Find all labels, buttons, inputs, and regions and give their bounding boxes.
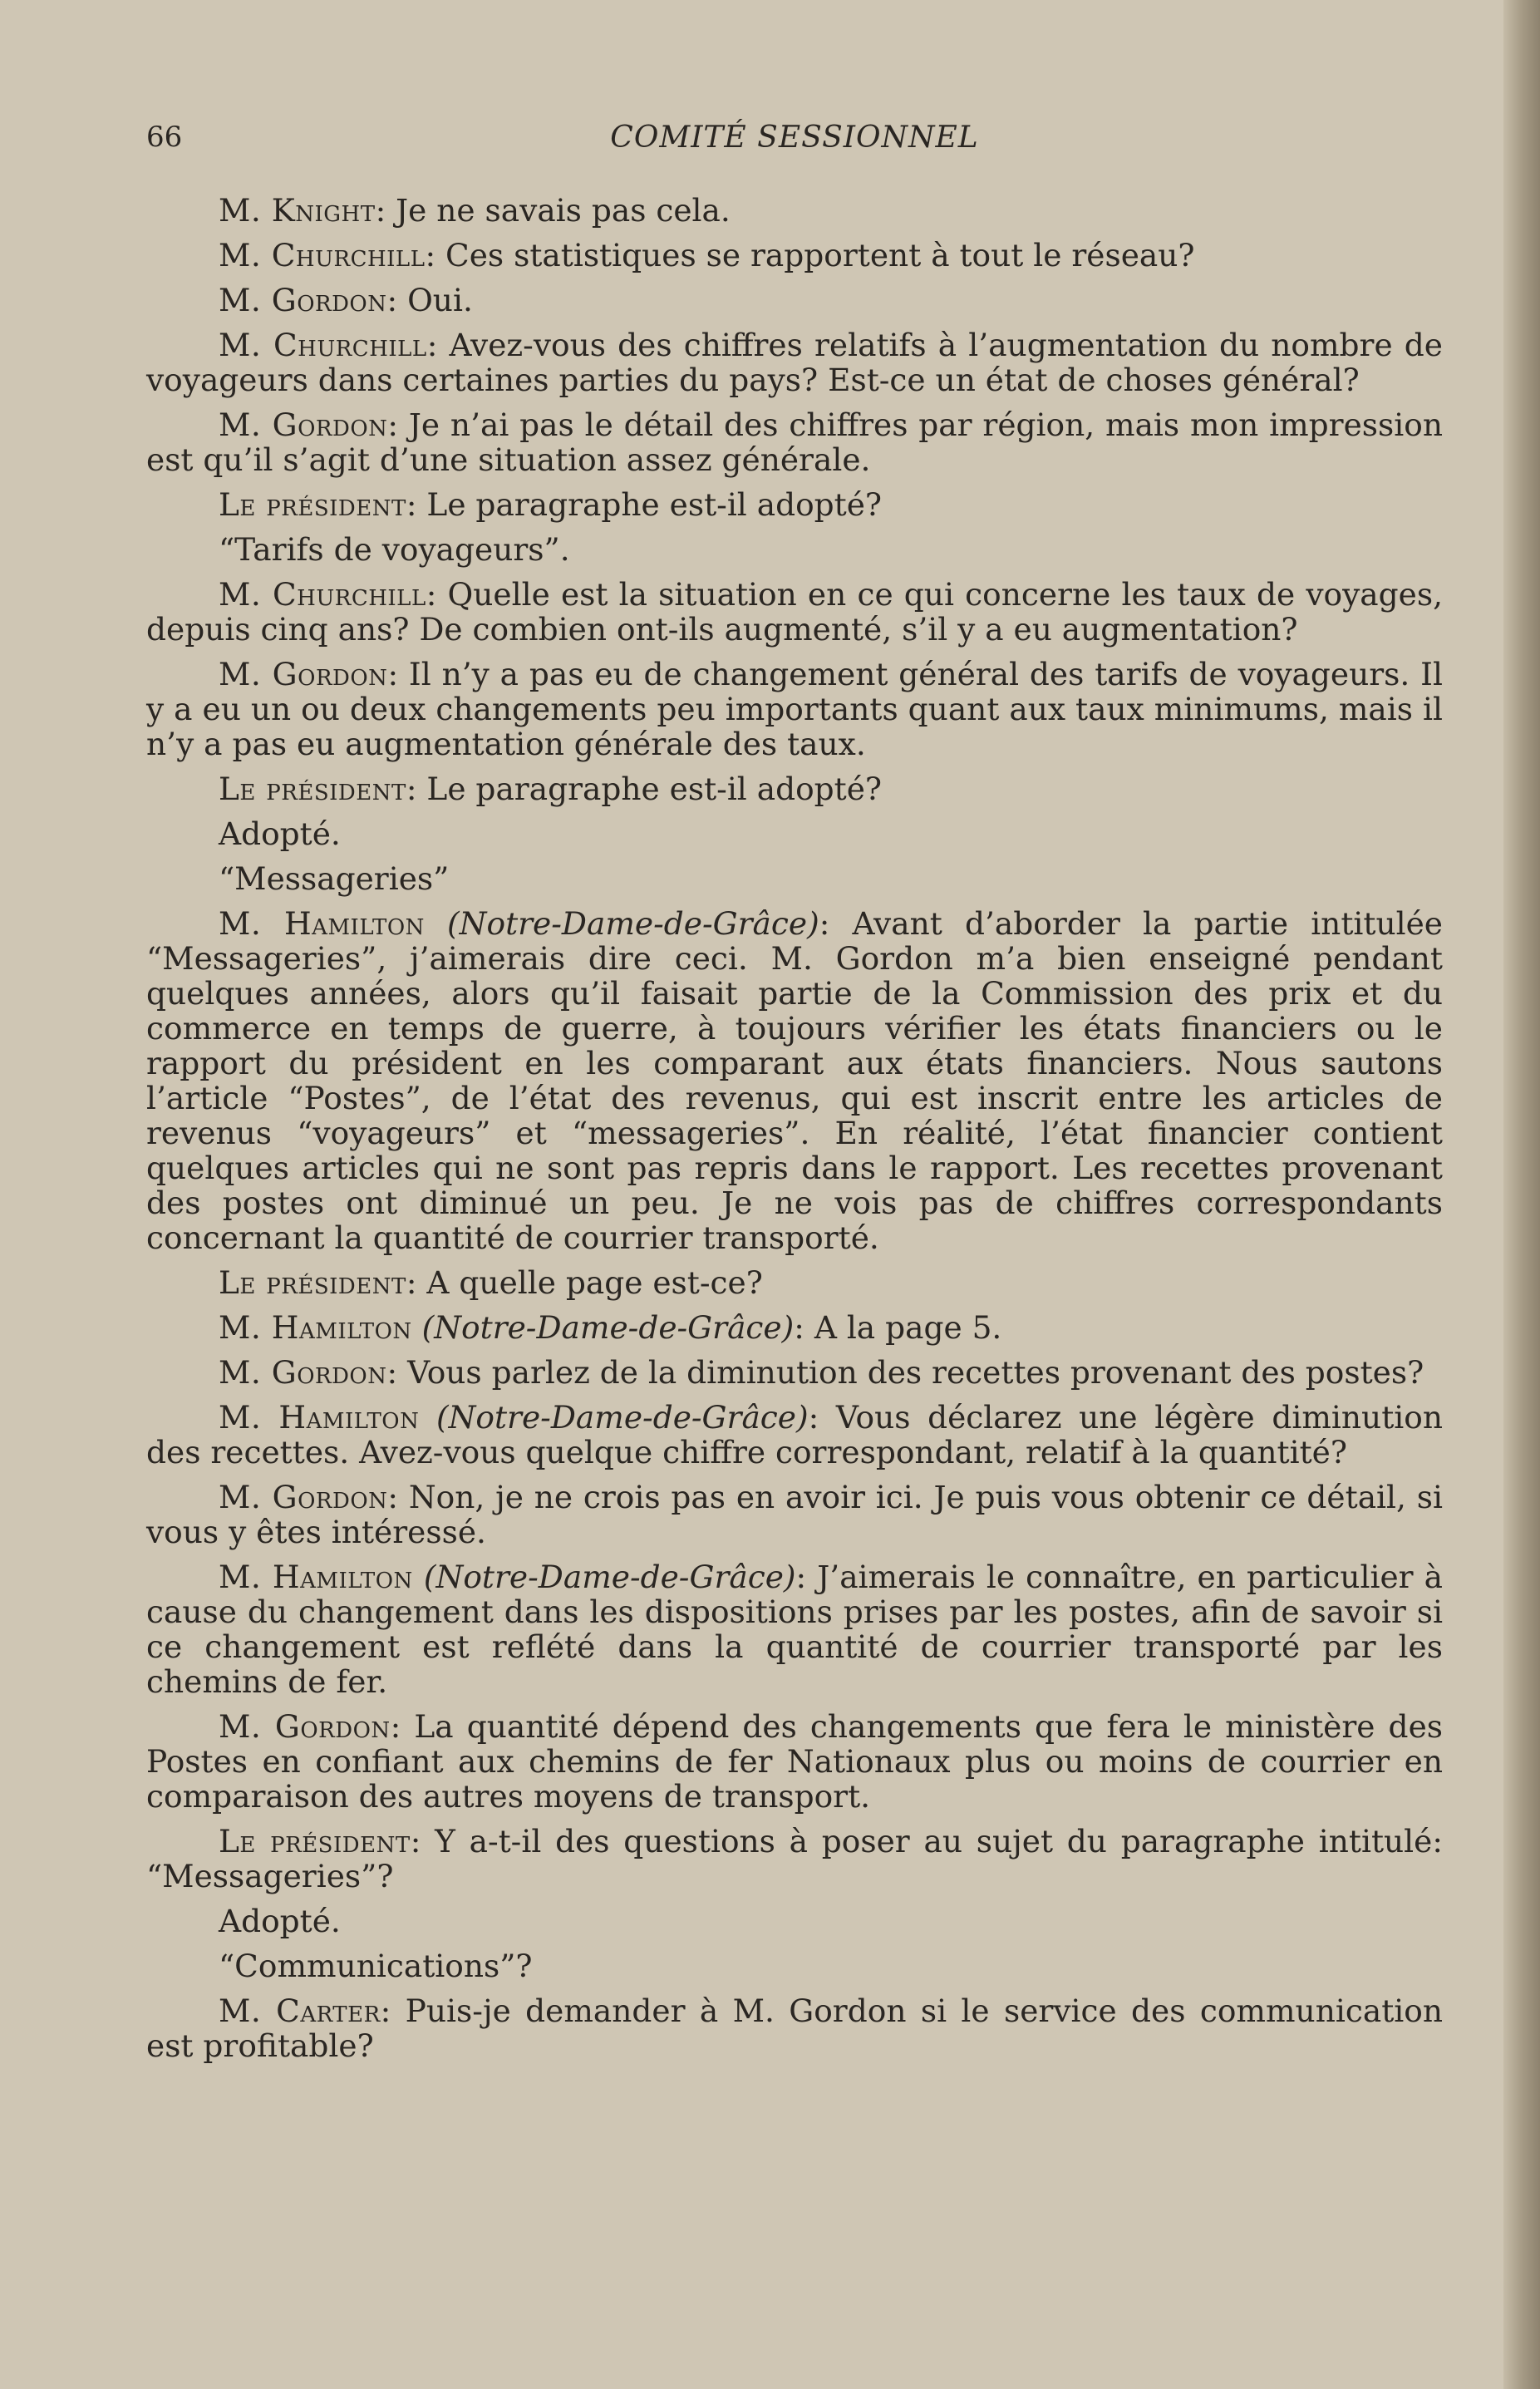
speaker-name: M. Gordon xyxy=(219,406,388,443)
transcript-paragraph xyxy=(146,1904,1443,1938)
speaker-name: Le président xyxy=(219,771,406,807)
transcript-paragraph xyxy=(146,861,1443,896)
paragraph-text: La quantité dépend des changements que fera le ministère des Postes en confiant aux chemins de fer Nationaux plus ou moins de courrier en comparaison des autres moyens de transport. xyxy=(146,1708,1443,1815)
paragraph-text: Je ne savais pas cela. xyxy=(396,192,731,229)
speaker-name: M. Hamilton xyxy=(219,905,425,942)
speaker-name: M. Hamilton xyxy=(219,1399,420,1436)
transcript-paragraph: M. Churchill: Ces statistiques se rapportent à tout le réseau? xyxy=(219,237,1195,273)
page-number: 66 xyxy=(146,121,183,154)
paragraph-text: Non, je ne crois pas en avoir ici. Je puis vous obtenir ce détail, si vous y êtes intéressé. xyxy=(146,1479,1443,1550)
paragraph-text: Oui. xyxy=(407,282,473,318)
transcript-paragraph: M. Gordon: Oui. xyxy=(219,282,473,318)
transcript-paragraph: M. Gordon: Vous parlez de la diminution des recettes provenant des postes? xyxy=(219,1354,1424,1391)
transcript-paragraph: M. Churchill: Quelle est la situation en ce qui concerne les taux de voyages, depuis cinq ans? De combien ont-ils augmenté, s’il y a eu augmentation? xyxy=(146,576,1444,648)
transcript-paragraph: M. Carter: Puis-je demander à M. Gordon si le service des communication est profitable? xyxy=(146,1992,1443,2064)
transcript-paragraph: M. Churchill: Avez-vous des chiffres relatifs à l’augmentation du nombre de voyageurs dans certaines parties du pays? Est-ce un état de choses général? xyxy=(146,327,1444,398)
transcript-paragraph: M. Gordon: La quantité dépend des changements que fera le ministère des Postes en confiant aux chemins de fer Nationaux plus ou moins de courrier en comparaison des autres moyens de transport. xyxy=(146,1708,1443,1815)
paragraph-text: Je n’ai pas le détail des chiffres par région, mais mon impression est qu’il s’agit d’une situation assez générale. xyxy=(146,406,1443,478)
speaker-name: M. Churchill xyxy=(219,327,427,363)
transcript-paragraph: Le président: Le paragraphe est-il adopté? xyxy=(219,486,883,523)
transcript-paragraph: Le président: Le paragraphe est-il adopté? xyxy=(219,771,883,807)
transcript-paragraph: M. Hamilton (Notre-Dame-de-Grâce): J’aimerais le connaître, en particulier à cause du changement dans les dispositions prises par les postes, afin de savoir si ce changement est reflété dans la quantité de courrier transporté par les chemins de fer. xyxy=(146,1559,1443,1700)
speaker-name: M. Gordon xyxy=(219,1708,391,1745)
paragraph-text: Adopté. xyxy=(219,815,341,852)
paragraph-text: “Messageries” xyxy=(219,860,450,897)
speaker-name: M. Churchill xyxy=(219,576,426,613)
transcript-paragraph: M. Gordon: Je n’ai pas le détail des chiffres par région, mais mon impression est qu’il s’agit d’une situation assez générale. xyxy=(146,406,1443,478)
paragraph-text: Avant d’aborder la partie intitulée “Messageries”, j’aimerais dire ceci. M. Gordon m’a bien enseigné pendant quelques années, alors qu’il faisait partie de la Commission des prix et du commerce en temps de guerre, à toujours vérifier les états financiers ou le rapport du président en les comparant aux états financiers. Nous sautons l’article “Postes”, de l’état des revenus, qui est inscrit entre les articles de revenus “voyageurs” et “messageries”. En réalité, l’état financier contient quelques articles qui ne sont pas repris dans le rapport. Les recettes provenant des postes ont diminué un peu. Je ne vois pas de chiffres correspondants concernant la quantité de courrier transporté. xyxy=(146,905,1443,1256)
speaker-name: M. Hamilton xyxy=(219,1309,412,1346)
paragraph-text: Il n’y a pas eu de changement général des tarifs de voyageurs. Il y a eu un ou deux changements peu importants quant aux taux minimums, mais il n’y a pas eu augmentation générale des taux. xyxy=(146,656,1443,762)
transcript-paragraph: M. Hamilton (Notre-Dame-de-Grâce): A la page 5. xyxy=(219,1309,1002,1346)
speaker-riding: (Notre-Dame-de-Grâce) xyxy=(423,1559,796,1595)
speaker-name: M. Churchill xyxy=(219,237,426,273)
paragraph-text: Quelle est la situation en ce qui concerne les taux de voyages, depuis cinq ans? De combien ont-ils augmenté, s’il y a eu augmentation? xyxy=(146,576,1444,648)
speaker-riding: (Notre-Dame-de-Grâce) xyxy=(447,905,819,942)
transcript-body xyxy=(146,193,1443,2073)
paragraph-text: A la page 5. xyxy=(814,1309,1002,1346)
speaker-name: M. Gordon xyxy=(219,656,388,692)
speaker-name: M. Hamilton xyxy=(219,1559,413,1595)
transcript-paragraph: M. Hamilton (Notre-Dame-de-Grâce): Avant d’aborder la partie intitulée “Messageries”, j’aimerais dire ceci. M. Gordon m’a bien enseigné pendant quelques années, alors qu’il faisait partie de la Commission des prix et du commerce en temps de guerre, à toujours vérifier les états financiers ou le rapport du président en les comparant aux états financiers. Nous sautons l’article “Postes”, de l’état des revenus, qui est inscrit entre les articles de revenus “voyageurs” et “messageries”. En réalité, l’état financier contient quelques articles qui ne sont pas repris dans le rapport. Les recettes provenant des postes ont diminué un peu. Je ne vois pas de chiffres correspondants concernant la quantité de courrier transporté. xyxy=(146,905,1443,1256)
paragraph-text: A quelle page est-ce? xyxy=(426,1264,763,1301)
paragraph-text: “Tarifs de voyageurs”. xyxy=(219,531,570,568)
paragraph-text: Le paragraphe est-il adopté? xyxy=(426,771,883,807)
paragraph-text: Avez-vous des chiffres relatifs à l’augmentation du nombre de voyageurs dans certaines parties du pays? Est-ce un état de choses général? xyxy=(146,327,1444,398)
paragraph-text: “Communications”? xyxy=(219,1948,533,1984)
speaker-name: Le président xyxy=(219,1823,411,1859)
paragraph-text: Vous parlez de la diminution des recettes provenant des postes? xyxy=(407,1354,1424,1391)
speaker-name: M. Knight xyxy=(219,192,376,229)
speaker-name: Le président xyxy=(219,1264,406,1301)
paragraph-text: Adopté. xyxy=(219,1903,341,1939)
page-header xyxy=(146,121,1443,162)
speaker-name: M. Gordon xyxy=(219,1479,388,1515)
transcript-paragraph xyxy=(146,532,1443,567)
page-edge xyxy=(1503,0,1540,2389)
transcript-paragraph: M. Hamilton (Notre-Dame-de-Grâce): Vous déclarez une légère diminution des recettes. Avez-vous quelque chiffre correspondant, relatif à la quantité? xyxy=(146,1399,1443,1470)
transcript-paragraph: Le président: A quelle page est-ce? xyxy=(219,1264,763,1301)
paragraph-text: Ces statistiques se rapportent à tout le réseau? xyxy=(445,237,1195,273)
transcript-paragraph xyxy=(146,1948,1443,1983)
transcript-paragraph: M. Gordon: Non, je ne crois pas en avoir ici. Je puis vous obtenir ce détail, si vous y êtes intéressé. xyxy=(146,1479,1443,1550)
paragraph-text: Le paragraphe est-il adopté? xyxy=(426,486,883,523)
transcript-paragraph xyxy=(146,816,1443,851)
speaker-name: M. Gordon xyxy=(219,1354,387,1391)
speaker-riding: (Notre-Dame-de-Grâce) xyxy=(435,1399,809,1436)
transcript-paragraph: Le président: Y a-t-il des questions à poser au sujet du paragraphe intitulé: “Messageries”? xyxy=(146,1823,1443,1894)
speaker-name: Le président xyxy=(219,486,406,523)
paragraph-text: Y a-t-il des questions à poser au sujet du paragraphe intitulé: “Messageries”? xyxy=(146,1823,1443,1894)
speaker-name: M. Gordon xyxy=(219,282,387,318)
paragraph-text: Puis-je demander à M. Gordon si le service des communication est profitable? xyxy=(146,1992,1443,2064)
transcript-paragraph: M. Gordon: Il n’y a pas eu de changement général des tarifs de voyageurs. Il y a eu un ou deux changements peu importants quant aux taux minimums, mais il n’y a pas eu augmentation générale des taux. xyxy=(146,656,1443,762)
paragraph-text: Vous déclarez une légère diminution des recettes. Avez-vous quelque chiffre correspondant, relatif à la quantité? xyxy=(146,1399,1443,1470)
running-title: COMITÉ SESSIONNEL xyxy=(610,121,979,155)
paragraph-text: J’aimerais le connaître, en particulier à cause du changement dans les dispositions prises par les postes, afin de savoir si ce changement est reflété dans la quantité de courrier transporté par les chemins de fer. xyxy=(146,1559,1443,1700)
transcript-paragraph: M. Knight: Je ne savais pas cela. xyxy=(219,192,731,229)
speaker-name: M. Carter xyxy=(219,1992,381,2029)
speaker-riding: (Notre-Dame-de-Grâce) xyxy=(421,1309,795,1346)
